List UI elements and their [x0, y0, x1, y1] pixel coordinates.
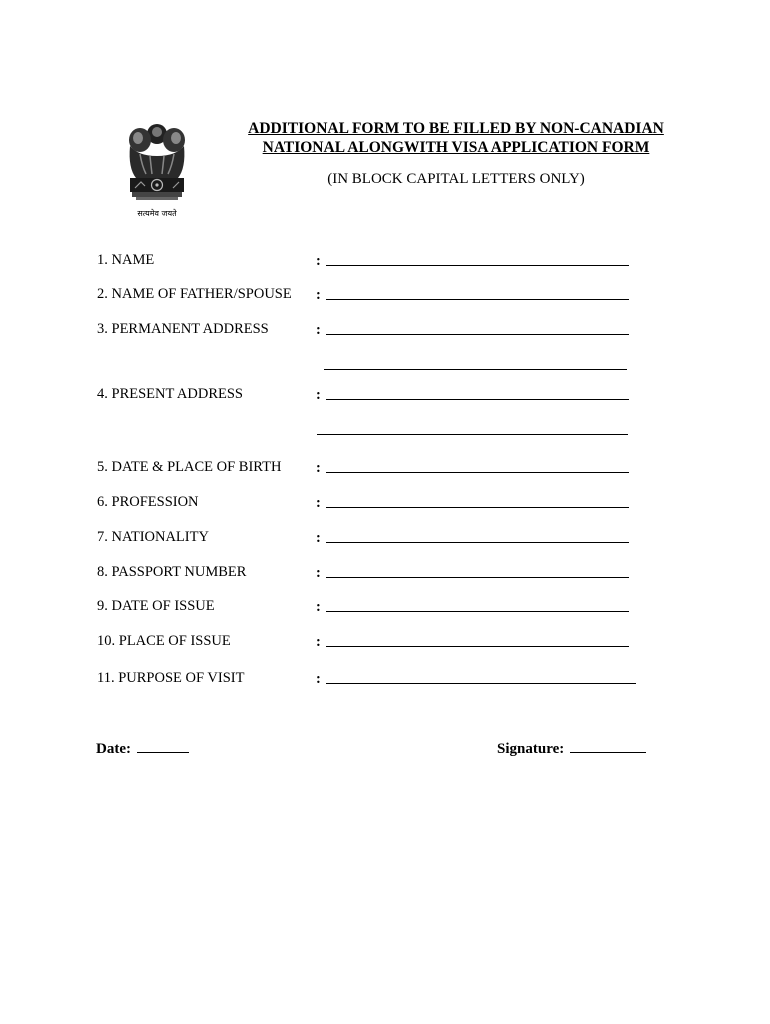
father-spouse-blank-line[interactable] — [326, 299, 629, 300]
signature-label: Signature: — [497, 741, 565, 757]
title-line-1: ADDITIONAL FORM TO BE FILLED BY NON-CANADIAN — [248, 120, 664, 137]
field-colon: : — [316, 671, 321, 687]
field-colon: : — [316, 460, 321, 476]
field-colon: : — [316, 565, 321, 581]
form-title — [200, 119, 712, 157]
permanent-address-blank-line-2[interactable] — [324, 369, 627, 370]
nationality-blank-line[interactable] — [326, 542, 629, 543]
form-subtitle: (IN BLOCK CAPITAL LETTERS ONLY) — [327, 171, 585, 187]
date-of-issue-blank-line[interactable] — [326, 611, 629, 612]
field-label: 2. NAME OF FATHER/SPOUSE — [97, 286, 292, 302]
field-colon: : — [316, 287, 321, 303]
emblem-motto: सत्यमेव जयते — [137, 209, 177, 218]
field-label: 7. NATIONALITY — [97, 529, 209, 545]
purpose-of-visit-blank-line[interactable] — [326, 683, 636, 684]
field-label: 10. PLACE OF ISSUE — [97, 633, 231, 649]
field-label: 8. PASSPORT NUMBER — [97, 564, 247, 580]
field-colon: : — [316, 530, 321, 546]
field-label: 6. PROFESSION — [97, 494, 199, 510]
signature-field — [497, 740, 646, 758]
field-label: 5. DATE & PLACE OF BIRTH — [97, 459, 282, 475]
passport-number-blank-line[interactable] — [326, 577, 629, 578]
profession-blank-line[interactable] — [326, 507, 629, 508]
title-line-2: NATIONAL ALONGWITH VISA APPLICATION FORM — [262, 139, 650, 156]
field-label: 3. PERMANENT ADDRESS — [97, 321, 269, 337]
field-colon: : — [316, 634, 321, 650]
state-emblem — [116, 116, 198, 224]
field-label: 1. NAME — [97, 252, 155, 268]
name-blank-line[interactable] — [326, 265, 629, 266]
field-colon: : — [316, 253, 321, 269]
signature-blank-line[interactable] — [570, 752, 646, 753]
permanent-address-blank-line[interactable] — [326, 334, 629, 335]
present-address-blank-line-2[interactable] — [317, 434, 628, 435]
field-colon: : — [316, 495, 321, 511]
field-label: 4. PRESENT ADDRESS — [97, 386, 243, 402]
present-address-blank-line[interactable] — [326, 399, 629, 400]
field-label: 11. PURPOSE OF VISIT — [97, 670, 245, 686]
date-label: Date: — [96, 741, 131, 757]
place-of-issue-blank-line[interactable] — [326, 646, 629, 647]
field-colon: : — [316, 322, 321, 338]
date-blank-line[interactable] — [137, 752, 189, 753]
field-colon: : — [316, 387, 321, 403]
field-label: 9. DATE OF ISSUE — [97, 598, 215, 614]
date-place-birth-blank-line[interactable] — [326, 472, 629, 473]
field-colon: : — [316, 599, 321, 615]
lion-capital-icon — [116, 116, 198, 224]
date-field — [96, 740, 189, 758]
